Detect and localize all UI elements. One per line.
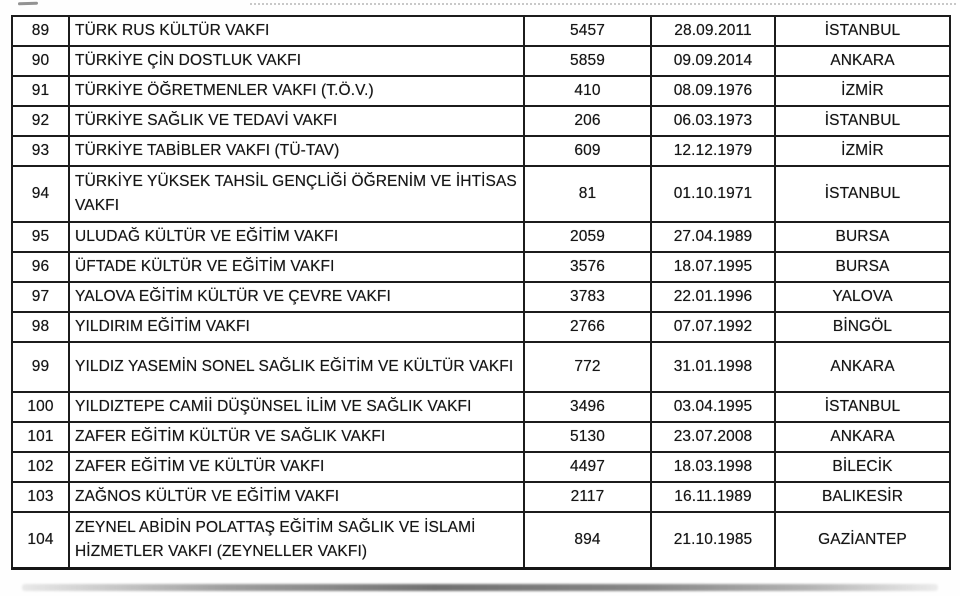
table-row	[12, 392, 950, 422]
city-cell: BİLECİK	[775, 452, 950, 482]
scan-band-artifact	[22, 584, 938, 591]
foundation-name-cell: YILDIRIM EĞİTİM VAKFI	[69, 312, 524, 342]
registry-number-cell: 2766	[524, 312, 651, 342]
foundations-table	[11, 15, 951, 570]
city-cell: İSTANBUL	[775, 392, 950, 422]
city-cell: ANKARA	[775, 342, 950, 392]
registry-number-cell: 3783	[524, 282, 651, 312]
registry-number-cell: 4497	[524, 452, 651, 482]
row-number-cell: 99	[12, 342, 69, 392]
city-cell: ANKARA	[775, 422, 950, 452]
foundation-name-cell: TÜRKİYE YÜKSEK TAHSİL GENÇLİĞİ ÖĞRENİM VE İHTİSAS VAKFI	[69, 166, 524, 222]
foundation-name-cell: TÜRKİYE TABİBLER VAKFI (TÜ-TAV)	[69, 136, 524, 166]
registry-number-cell: 609	[524, 136, 651, 166]
registration-date-cell: 12.12.1979	[651, 136, 775, 166]
scan-line-artifact	[250, 3, 956, 5]
foundation-name-cell: TÜRKİYE ÇİN DOSTLUK VAKFI	[69, 46, 524, 76]
foundation-name-cell: TÜRKİYE SAĞLIK VE TEDAVİ VAKFI	[69, 106, 524, 136]
registry-number-cell: 3576	[524, 252, 651, 282]
registration-date-cell: 22.01.1996	[651, 282, 775, 312]
row-number-cell: 100	[12, 392, 69, 422]
city-cell: GAZİANTEP	[775, 512, 950, 568]
registration-date-cell: 16.11.1989	[651, 482, 775, 512]
registration-date-cell: 27.04.1989	[651, 222, 775, 252]
row-number-cell: 89	[12, 16, 69, 46]
foundation-name-cell: YILDIZ YASEMİN SONEL SAĞLIK EĞİTİM VE KÜLTÜR VAKFI	[69, 342, 524, 392]
registry-number-cell: 772	[524, 342, 651, 392]
city-cell: İZMİR	[775, 136, 950, 166]
table-row	[12, 452, 950, 482]
foundation-name-cell: YALOVA EĞİTİM KÜLTÜR VE ÇEVRE VAKFI	[69, 282, 524, 312]
city-cell: İZMİR	[775, 76, 950, 106]
registry-number-cell: 206	[524, 106, 651, 136]
row-number-cell: 92	[12, 106, 69, 136]
row-number-cell: 90	[12, 46, 69, 76]
table-row	[12, 16, 950, 46]
city-cell: İSTANBUL	[775, 166, 950, 222]
registry-number-cell: 5457	[524, 16, 651, 46]
registration-date-cell: 23.07.2008	[651, 422, 775, 452]
registration-date-cell: 01.10.1971	[651, 166, 775, 222]
table-row	[12, 342, 950, 392]
registration-date-cell: 31.01.1998	[651, 342, 775, 392]
row-number-cell: 103	[12, 482, 69, 512]
registry-number-cell: 5859	[524, 46, 651, 76]
registration-date-cell: 18.07.1995	[651, 252, 775, 282]
registry-number-cell: 5130	[524, 422, 651, 452]
row-number-cell: 91	[12, 76, 69, 106]
row-number-cell: 102	[12, 452, 69, 482]
row-number-cell: 98	[12, 312, 69, 342]
row-number-cell: 104	[12, 512, 69, 568]
city-cell: BURSA	[775, 252, 950, 282]
foundation-name-cell: ZEYNEL ABİDİN POLATTAŞ EĞİTİM SAĞLIK VE İSLAMİ HİZMETLER VAKFI (ZEYNELLER VAKFI)	[69, 512, 524, 568]
foundation-name-cell: TÜRK RUS KÜLTÜR VAKFI	[69, 16, 524, 46]
registration-date-cell: 03.04.1995	[651, 392, 775, 422]
registration-date-cell: 18.03.1998	[651, 452, 775, 482]
table-row	[12, 252, 950, 282]
table-row	[12, 76, 950, 106]
registration-date-cell: 21.10.1985	[651, 512, 775, 568]
foundations-table-body	[12, 16, 950, 568]
registry-number-cell: 894	[524, 512, 651, 568]
row-number-cell: 96	[12, 252, 69, 282]
table-row	[12, 312, 950, 342]
foundation-name-cell: ZAĞNOS KÜLTÜR VE EĞİTİM VAKFI	[69, 482, 524, 512]
table-row	[12, 512, 950, 568]
foundation-name-cell: ZAFER EĞİTİM KÜLTÜR VE SAĞLIK VAKFI	[69, 422, 524, 452]
registration-date-cell: 28.09.2011	[651, 16, 775, 46]
table-row	[12, 136, 950, 166]
city-cell: İSTANBUL	[775, 106, 950, 136]
foundation-name-cell: ZAFER EĞİTİM VE KÜLTÜR VAKFI	[69, 452, 524, 482]
foundation-name-cell: ÜFTADE KÜLTÜR VE EĞİTİM VAKFI	[69, 252, 524, 282]
foundation-name-cell: ULUDAĞ KÜLTÜR VE EĞİTİM VAKFI	[69, 222, 524, 252]
row-number-cell: 95	[12, 222, 69, 252]
registry-number-cell: 3496	[524, 392, 651, 422]
registry-number-cell: 2059	[524, 222, 651, 252]
registry-number-cell: 2117	[524, 482, 651, 512]
city-cell: BİNGÖL	[775, 312, 950, 342]
table-row	[12, 166, 950, 222]
city-cell: İSTANBUL	[775, 16, 950, 46]
registration-date-cell: 07.07.1992	[651, 312, 775, 342]
table-row	[12, 282, 950, 312]
registration-date-cell: 09.09.2014	[651, 46, 775, 76]
foundation-name-cell: YILDIZTEPE CAMİİ DÜŞÜNSEL İLİM VE SAĞLIK VAKFI	[69, 392, 524, 422]
row-number-cell: 93	[12, 136, 69, 166]
city-cell: ANKARA	[775, 46, 950, 76]
registration-date-cell: 08.09.1976	[651, 76, 775, 106]
registry-number-cell: 81	[524, 166, 651, 222]
table-row	[12, 422, 950, 452]
table-row	[12, 106, 950, 136]
foundation-name-cell: TÜRKİYE ÖĞRETMENLER VAKFI (T.Ö.V.)	[69, 76, 524, 106]
city-cell: BURSA	[775, 222, 950, 252]
city-cell: BALIKESİR	[775, 482, 950, 512]
table-row	[12, 222, 950, 252]
registration-date-cell: 06.03.1973	[651, 106, 775, 136]
city-cell: YALOVA	[775, 282, 950, 312]
row-number-cell: 94	[12, 166, 69, 222]
scan-smudge-artifact	[18, 2, 38, 6]
row-number-cell: 101	[12, 422, 69, 452]
registry-number-cell: 410	[524, 76, 651, 106]
table-row	[12, 482, 950, 512]
table-row	[12, 46, 950, 76]
row-number-cell: 97	[12, 282, 69, 312]
